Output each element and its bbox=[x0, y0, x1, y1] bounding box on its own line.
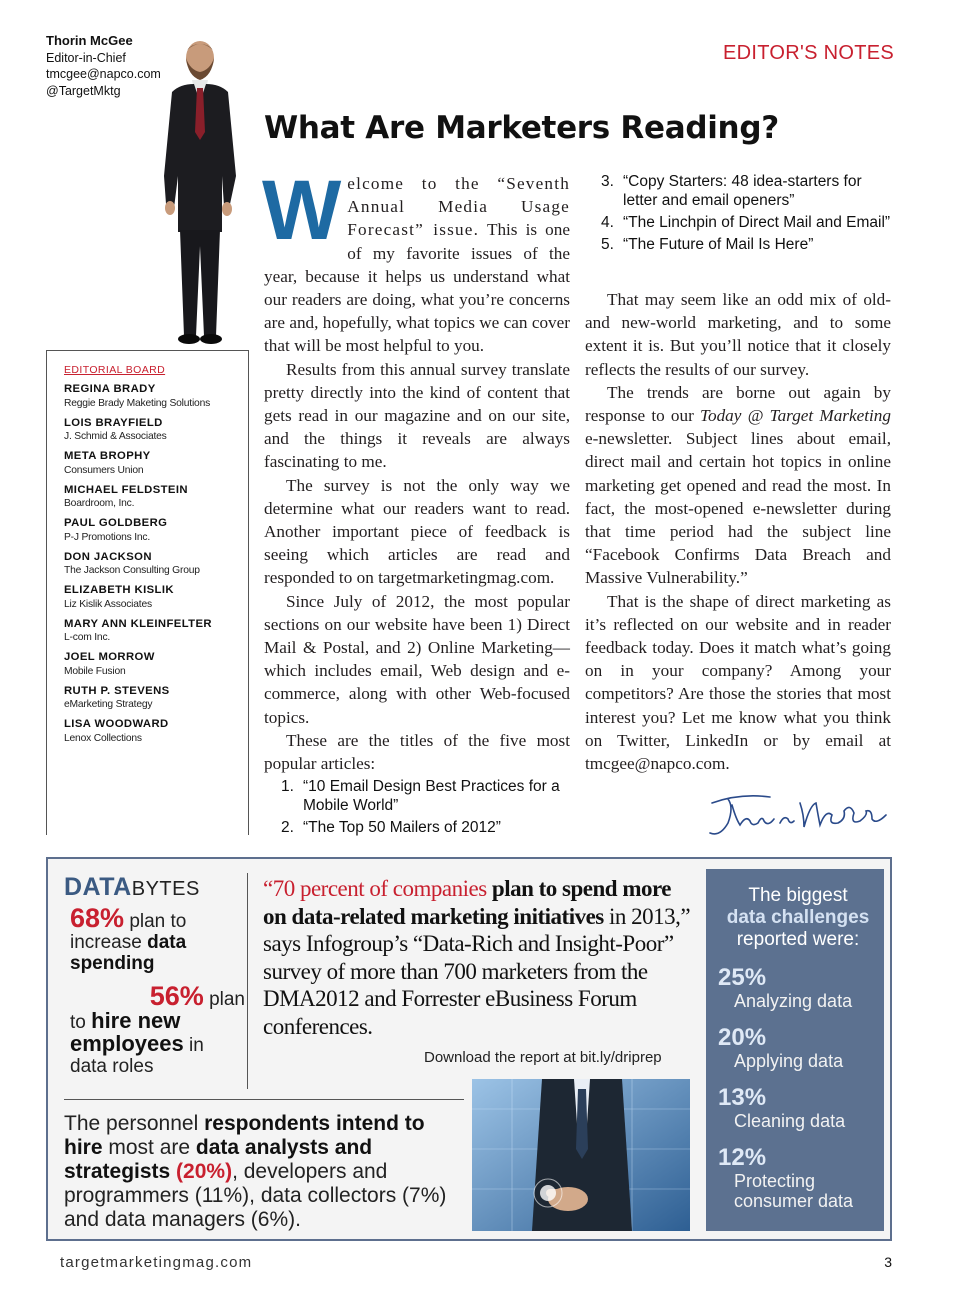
databytes-quote bbox=[263, 875, 693, 1040]
section-label: EDITOR'S NOTES bbox=[722, 42, 894, 64]
board-member-org: Liz Kislik Associates bbox=[64, 598, 152, 610]
stat-text: plan bbox=[203, 989, 245, 1010]
list-item-text: “10 Email Design Best Practices for a Mobile World” bbox=[303, 778, 560, 814]
board-member bbox=[64, 484, 248, 511]
quote-emphasis: plan to spend more on data-related marketing initiatives bbox=[263, 876, 671, 929]
author-info bbox=[46, 33, 161, 99]
list-item-text: “The Future of Mail Is Here” bbox=[623, 236, 814, 253]
quote-highlight: “70 percent of companies bbox=[263, 876, 487, 901]
article-lead: elcome to the “Seventh Annual Media Usage Forecast” issue. bbox=[347, 174, 570, 240]
list-item bbox=[601, 213, 891, 232]
page-number: 3 bbox=[884, 1254, 892, 1270]
board-member-name: LISA WOODWARD bbox=[64, 718, 169, 730]
personnel-text: , developers and programmers (11%), data collectors (7%) and data managers (6%). bbox=[64, 1160, 447, 1231]
challenge-label: Protecting consumer data bbox=[734, 1171, 854, 1211]
challenge-percent: 13% bbox=[718, 1084, 767, 1111]
author-twitter: @TargetMktg bbox=[46, 83, 121, 98]
popular-articles-list-part-1 bbox=[281, 777, 571, 840]
challenges-title bbox=[718, 885, 878, 951]
article-column-1 bbox=[262, 163, 570, 775]
author-portrait bbox=[150, 36, 250, 350]
list-item-number: 5. bbox=[601, 236, 614, 253]
article-paragraph-3: The survey is not the only way we determine what our readers want to read. Another important piece of feedback is seeing which articles are read and responded to on targetmarketingmag.com. bbox=[264, 475, 570, 588]
drop-cap: W bbox=[262, 163, 342, 257]
stat-text: data roles bbox=[70, 1056, 154, 1077]
article-paragraph-1 bbox=[262, 163, 570, 358]
challenge-item bbox=[718, 965, 884, 1011]
footer-url[interactable]: targetmarketingmag.com bbox=[60, 1254, 253, 1271]
challenge-item bbox=[718, 1145, 884, 1211]
board-member bbox=[64, 718, 248, 745]
personnel-stat bbox=[64, 1099, 464, 1232]
list-item-number: 1. bbox=[281, 778, 294, 795]
board-member-org: Boardroom, Inc. bbox=[64, 498, 135, 509]
board-member bbox=[64, 450, 248, 477]
stat-text: plan to bbox=[124, 911, 187, 932]
article-paragraph-8: That is the shape of direct marketing as it’s reflected on our website and in reader feedback today. Does it match what’s going on in your company? Among your competitors? Are those the stories that most interest you? Let me know what you think on Twitter, LinkedIn or by email at tmcgee@napco.com. bbox=[585, 591, 891, 774]
list-item bbox=[281, 777, 571, 815]
list-item-text: “The Linchpin of Direct Mail and Email” bbox=[623, 214, 891, 231]
stat-emphasis: hire new employees bbox=[70, 1008, 184, 1056]
article-paragraph-1-rest: This is one of my favorite issues of the year, because it helps us understand what our readers are doing, what you’re concerns are and, hopefully, what topics we can cover that will be most helpful to you. bbox=[264, 220, 570, 356]
board-member-name: PAUL GOLDBERG bbox=[64, 517, 168, 529]
list-item bbox=[281, 818, 571, 837]
editorial-board bbox=[46, 350, 249, 835]
board-member-org: Mobile Fusion bbox=[64, 665, 126, 677]
article-paragraph-4: Since July of 2012, the most popular sections on our website have been 1) Direct Mail & Postal, and 2) Online Marketing—which includes email, Web design and e-commerce, along with other Web-focused topics. bbox=[264, 591, 570, 727]
list-item-number: 2. bbox=[281, 819, 294, 836]
board-member bbox=[64, 651, 248, 678]
databytes-stats bbox=[64, 873, 248, 1089]
stat-data-spending bbox=[64, 903, 247, 974]
article-column-2 bbox=[585, 288, 891, 775]
board-member-org: Consumers Union bbox=[64, 464, 144, 476]
challenge-label: Analyzing data bbox=[734, 991, 853, 1011]
challenge-percent: 20% bbox=[718, 1024, 767, 1051]
board-member-org: L-com Inc. bbox=[64, 632, 111, 643]
author-name: Thorin McGee bbox=[46, 33, 133, 48]
list-item-text: “Copy Starters: 48 idea-starters for letter and email openers” bbox=[623, 173, 862, 209]
board-member-org: Reggie Brady Maketing Solutions bbox=[64, 397, 211, 409]
challenges-title-text: The biggest bbox=[748, 885, 848, 906]
author-email: tmcgee@napco.com bbox=[46, 67, 161, 81]
board-member-org: J. Schmid & Associates bbox=[64, 431, 167, 442]
stat-text: in bbox=[183, 1035, 204, 1056]
challenge-item bbox=[718, 1085, 884, 1131]
list-item-number: 4. bbox=[601, 214, 614, 231]
article-paragraph-2: Results from this annual survey translate pretty directly into the kind of content that gets read in our magazine and on our site, and the things it reveals are always fascinating to me. bbox=[264, 359, 570, 472]
challenges-title-text: reported were: bbox=[736, 929, 860, 950]
databytes-title-rest: BYTES bbox=[131, 878, 200, 900]
stat-hire-employees bbox=[64, 981, 247, 1077]
board-member bbox=[64, 517, 248, 544]
board-member-name: DON JACKSON bbox=[64, 550, 152, 563]
stat-text: increase bbox=[70, 932, 148, 953]
article-text: The trends are borne out again by response to our bbox=[585, 382, 891, 426]
quote-text: in 2013,” says Infogroup’s “Data-Rich and Insight-Poor” survey of more than 700 marketers from the DMA2012 and Forrester eBusiness Forum conferences. bbox=[263, 903, 691, 1039]
personnel-percent: (20%) bbox=[170, 1160, 233, 1183]
data-challenges-panel bbox=[706, 869, 884, 1231]
challenge-percent: 12% bbox=[718, 1144, 767, 1171]
board-member-name: MARY ANN KLEINFELTER bbox=[64, 617, 212, 630]
databytes-title-bold: DATA bbox=[64, 873, 132, 901]
personnel-emphasis: data analysts and strategists bbox=[64, 1136, 373, 1183]
databytes-title bbox=[64, 873, 247, 902]
stat-text: to bbox=[70, 1012, 92, 1033]
stat-emphasis: data spending bbox=[70, 932, 187, 974]
list-item-number: 3. bbox=[601, 173, 614, 190]
board-member-org: eMarketing Strategy bbox=[64, 699, 153, 710]
headline: What Are Marketers Reading? bbox=[264, 110, 779, 146]
board-member bbox=[64, 584, 248, 611]
board-member-name: MICHAEL FELDSTEIN bbox=[64, 483, 188, 496]
personnel-emphasis: respondents intend to hire bbox=[64, 1112, 425, 1159]
board-member bbox=[64, 551, 248, 578]
list-item-text: “The Top 50 Mailers of 2012” bbox=[303, 819, 501, 836]
board-member bbox=[64, 618, 248, 645]
board-member-name: JOEL MORROW bbox=[64, 651, 155, 663]
board-member bbox=[64, 685, 248, 712]
board-member-name: REGINA BRADY bbox=[64, 383, 156, 395]
personnel-text: most are bbox=[102, 1136, 196, 1159]
board-member-name: RUTH P. STEVENS bbox=[64, 684, 170, 697]
editor-signature bbox=[700, 785, 900, 845]
editorial-board-title: EDITORIAL BOARD bbox=[64, 364, 166, 376]
author-title: Editor-in-Chief bbox=[46, 50, 126, 65]
board-member bbox=[64, 417, 248, 444]
challenge-label: Cleaning data bbox=[734, 1111, 846, 1131]
personnel-text: The personnel bbox=[64, 1112, 205, 1135]
challenge-percent: 25% bbox=[718, 964, 767, 991]
business-touchscreen-photo bbox=[472, 1079, 690, 1231]
board-member-org: Lenox Collections bbox=[64, 732, 142, 744]
board-member-org: P-J Promotions Inc. bbox=[64, 531, 151, 543]
list-item bbox=[601, 172, 891, 210]
challenges-title-emphasis: data challenges bbox=[726, 907, 870, 928]
popular-articles-list-part-2 bbox=[601, 172, 891, 257]
board-member-org: The Jackson Consulting Group bbox=[64, 565, 200, 576]
article-paragraph-7 bbox=[585, 381, 891, 590]
challenge-label: Applying data bbox=[734, 1051, 844, 1071]
board-member-name: ELIZABETH KISLIK bbox=[64, 584, 174, 596]
board-member-name: LOIS BRAYFIELD bbox=[64, 416, 163, 429]
stat-percent: 56% bbox=[149, 981, 204, 1011]
download-link[interactable]: Download the report at bit.ly/driprep bbox=[424, 1049, 662, 1066]
editorial-board-list bbox=[64, 383, 248, 745]
databytes-box bbox=[46, 857, 892, 1241]
list-item bbox=[601, 235, 891, 254]
newsletter-name: Today @ Target Marketing bbox=[700, 406, 891, 426]
article-paragraph-6: That may seem like an odd mix of old- and new-world marketing, and to some extent it is. But you’ll notice that it closely reflects the results of our survey. bbox=[585, 290, 891, 379]
board-member-name: META BROPHY bbox=[64, 450, 151, 462]
stat-percent: 68% bbox=[70, 903, 125, 933]
article-paragraph-5: These are the titles of the five most popular articles: bbox=[264, 730, 570, 774]
challenge-item bbox=[718, 1025, 884, 1071]
article-text: e-newsletter. Subject lines about email, direct mail and certain hot topics in online marketing get opened and read the most. In fact, the most-opened e-newsletter during that time period had the subject line “Facebook Confirms Data Breach and Massive Vulnerability.” bbox=[585, 429, 891, 588]
board-member bbox=[64, 383, 248, 410]
